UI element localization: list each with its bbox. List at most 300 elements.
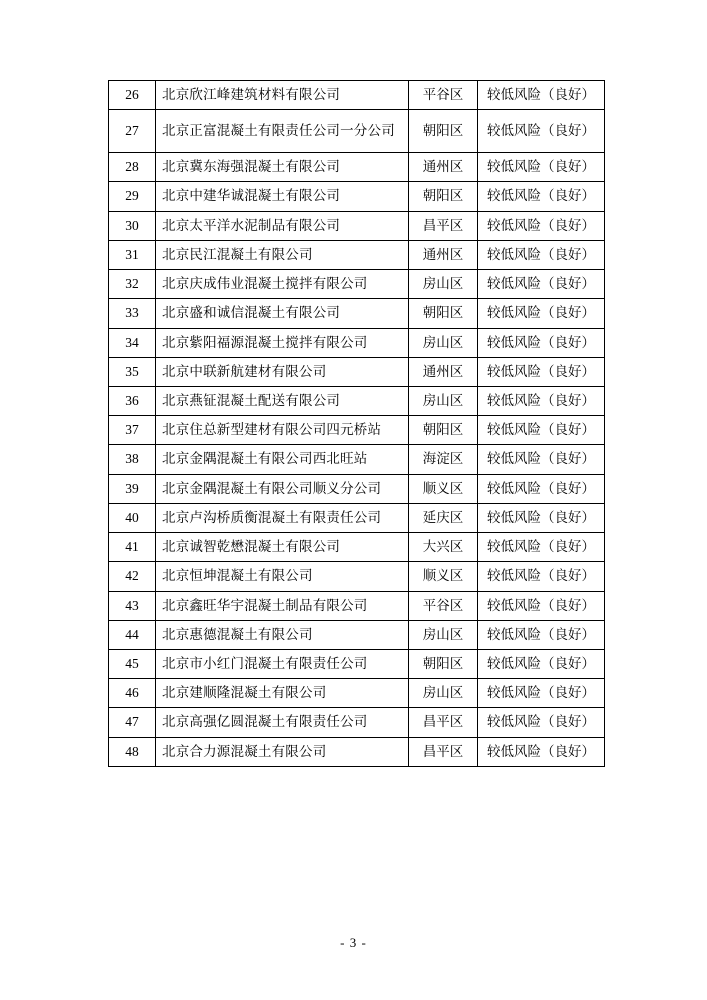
cell-district (409, 386, 478, 415)
cell-index (109, 591, 156, 620)
risk-level-text (478, 241, 604, 269)
enterprise-name-value: 北京民江混凝土有限公司 (162, 246, 313, 262)
cell-index (109, 110, 156, 153)
enterprise-name-value: 北京紫阳福源混凝土搅拌有限公司 (162, 334, 368, 350)
enterprise-name-text (156, 416, 408, 444)
index-value: 36 (125, 392, 139, 408)
enterprise-name-value: 北京正富混凝土有限责任公司一分公司 (162, 123, 395, 139)
district-text (409, 650, 477, 678)
index-value: 45 (125, 655, 139, 671)
cell-risk-level (478, 240, 605, 269)
risk-level-text (478, 533, 604, 561)
district-text (409, 533, 477, 561)
enterprise-name-text (156, 738, 408, 766)
enterprise-name-value: 北京建顺隆混凝土有限公司 (162, 685, 327, 701)
risk-level-value: 较低风险（良好） (487, 422, 595, 438)
district-value: 朝阳区 (422, 655, 464, 671)
cell-risk-level (478, 328, 605, 357)
district-text (409, 592, 477, 620)
cell-enterprise-name (156, 708, 409, 737)
cell-enterprise-name (156, 299, 409, 328)
index-value: 33 (125, 305, 139, 321)
risk-level-text (478, 110, 604, 152)
cell-enterprise-name (156, 649, 409, 678)
enterprise-name-value: 北京高强亿圆混凝土有限责任公司 (162, 714, 368, 730)
cell-index (109, 649, 156, 678)
district-value: 房山区 (422, 334, 464, 350)
enterprise-name-text (156, 679, 408, 707)
district-value: 海淀区 (422, 451, 464, 467)
table-row (109, 416, 605, 445)
index-text (109, 329, 155, 357)
district-text (409, 738, 477, 766)
index-value: 39 (125, 480, 139, 496)
enterprise-name-value: 北京庆成伟业混凝土搅拌有限公司 (162, 276, 368, 292)
cell-enterprise-name (156, 591, 409, 620)
cell-district (409, 533, 478, 562)
risk-level-value: 较低风险（良好） (487, 655, 595, 671)
district-text (409, 153, 477, 181)
district-value: 朝阳区 (422, 188, 464, 204)
risk-level-value: 较低风险（良好） (487, 685, 595, 701)
table-row (109, 737, 605, 766)
cell-risk-level (478, 211, 605, 240)
risk-level-value: 较低风险（良好） (487, 159, 595, 175)
cell-risk-level (478, 270, 605, 299)
cell-district (409, 679, 478, 708)
enterprise-name-text (156, 504, 408, 532)
district-value: 平谷区 (422, 87, 464, 102)
risk-level-text (478, 212, 604, 240)
enterprise-name-text (156, 299, 408, 327)
cell-enterprise-name (156, 386, 409, 415)
enterprise-name-text (156, 650, 408, 678)
table-row (109, 110, 605, 153)
enterprise-name-text (156, 81, 408, 109)
risk-level-value: 较低风险（良好） (487, 305, 595, 321)
index-text (109, 679, 155, 707)
index-text (109, 708, 155, 736)
index-text (109, 270, 155, 298)
district-value: 房山区 (422, 276, 464, 292)
cell-index (109, 270, 156, 299)
cell-district (409, 416, 478, 445)
risk-level-text (478, 329, 604, 357)
enterprise-name-value: 北京金隅混凝土有限公司顺义分公司 (162, 480, 382, 496)
enterprise-name-value: 北京太平洋水泥制品有限公司 (162, 217, 341, 233)
enterprise-name-text (156, 533, 408, 561)
cell-index (109, 708, 156, 737)
cell-index (109, 299, 156, 328)
district-text (409, 329, 477, 357)
index-value: 30 (125, 217, 139, 233)
district-value: 房山区 (422, 392, 464, 408)
cell-district (409, 328, 478, 357)
enterprise-name-text (156, 212, 408, 240)
risk-level-text (478, 416, 604, 444)
index-text (109, 212, 155, 240)
district-value: 延庆区 (422, 509, 464, 525)
table-row (109, 211, 605, 240)
cell-district (409, 153, 478, 182)
index-value: 48 (125, 743, 139, 759)
table-row (109, 328, 605, 357)
index-text (109, 153, 155, 181)
enterprise-name-value: 北京鑫旺华宇混凝土制品有限公司 (162, 597, 368, 613)
enterprise-name-text (156, 621, 408, 649)
district-text (409, 387, 477, 415)
index-value: 26 (125, 87, 139, 102)
cell-district (409, 211, 478, 240)
cell-index (109, 386, 156, 415)
cell-district (409, 737, 478, 766)
table-row (109, 591, 605, 620)
risk-level-value: 较低风险（良好） (487, 246, 595, 262)
index-value: 43 (125, 597, 139, 613)
cell-index (109, 153, 156, 182)
risk-level-value: 较低风险（良好） (487, 451, 595, 467)
index-value: 28 (125, 159, 139, 175)
cell-index (109, 737, 156, 766)
cell-enterprise-name (156, 562, 409, 591)
table-row (109, 299, 605, 328)
risk-level-value: 较低风险（良好） (487, 392, 595, 408)
cell-district (409, 270, 478, 299)
risk-level-text (478, 182, 604, 210)
district-text (409, 110, 477, 152)
index-text (109, 445, 155, 473)
cell-index (109, 474, 156, 503)
enterprise-name-value: 北京盛和诚信混凝土有限公司 (162, 305, 341, 321)
risk-level-value: 较低风险（良好） (487, 363, 595, 379)
district-text (409, 475, 477, 503)
risk-level-text (478, 650, 604, 678)
cell-district (409, 81, 478, 110)
index-value: 29 (125, 188, 139, 204)
index-value: 31 (125, 246, 139, 262)
cell-risk-level (478, 445, 605, 474)
table-row (109, 679, 605, 708)
cell-risk-level (478, 474, 605, 503)
cell-enterprise-name (156, 679, 409, 708)
cell-enterprise-name (156, 328, 409, 357)
cell-index (109, 562, 156, 591)
enterprise-name-value: 北京中联新航建材有限公司 (162, 363, 327, 379)
cell-index (109, 211, 156, 240)
district-text (409, 562, 477, 590)
district-value: 昌平区 (422, 714, 464, 730)
table-body (109, 81, 605, 767)
risk-level-value: 较低风险（良好） (487, 217, 595, 233)
cell-enterprise-name (156, 737, 409, 766)
district-value: 昌平区 (422, 743, 464, 759)
enterprise-name-text (156, 329, 408, 357)
risk-level-text (478, 387, 604, 415)
cell-district (409, 357, 478, 386)
table-row (109, 649, 605, 678)
enterprise-name-text (156, 475, 408, 503)
enterprise-name-text (156, 241, 408, 269)
risk-level-text (478, 621, 604, 649)
district-text (409, 708, 477, 736)
enterprise-name-text (156, 110, 408, 152)
district-value: 朝阳区 (422, 123, 464, 139)
cell-enterprise-name (156, 533, 409, 562)
cell-district (409, 649, 478, 678)
table-row (109, 240, 605, 269)
enterprise-name-value: 北京诚智乾懋混凝土有限公司 (162, 539, 341, 555)
risk-level-value: 较低风险（良好） (487, 539, 595, 555)
cell-district (409, 708, 478, 737)
cell-index (109, 679, 156, 708)
index-text (109, 81, 155, 109)
risk-level-value: 较低风险（良好） (487, 509, 595, 525)
cell-enterprise-name (156, 153, 409, 182)
district-value: 顺义区 (422, 568, 464, 584)
cell-index (109, 182, 156, 211)
index-text (109, 110, 155, 152)
cell-risk-level (478, 591, 605, 620)
risk-level-text (478, 299, 604, 327)
cell-enterprise-name (156, 110, 409, 153)
table-row (109, 620, 605, 649)
district-text (409, 241, 477, 269)
enterprise-name-value: 北京冀东海强混凝土有限公司 (162, 159, 341, 175)
cell-enterprise-name (156, 211, 409, 240)
table-row (109, 445, 605, 474)
enterprise-name-value: 北京合力源混凝土有限公司 (162, 743, 327, 759)
cell-index (109, 240, 156, 269)
district-text (409, 416, 477, 444)
table-row (109, 708, 605, 737)
district-value: 顺义区 (422, 480, 464, 496)
risk-level-value: 较低风险（良好） (487, 276, 595, 292)
cell-district (409, 620, 478, 649)
enterprise-name-value: 北京住总新型建材有限公司四元桥站 (162, 422, 382, 438)
cell-enterprise-name (156, 81, 409, 110)
index-value: 32 (125, 276, 139, 292)
cell-risk-level (478, 386, 605, 415)
cell-risk-level (478, 737, 605, 766)
index-text (109, 416, 155, 444)
district-value: 房山区 (422, 685, 464, 701)
cell-risk-level (478, 182, 605, 211)
index-value: 34 (125, 334, 139, 350)
index-value: 41 (125, 539, 139, 555)
cell-district (409, 591, 478, 620)
page-number: - 3 - (340, 935, 367, 950)
district-text (409, 299, 477, 327)
risk-level-text (478, 475, 604, 503)
cell-district (409, 445, 478, 474)
cell-risk-level (478, 620, 605, 649)
cell-district (409, 503, 478, 532)
cell-index (109, 503, 156, 532)
cell-risk-level (478, 81, 605, 110)
index-text (109, 358, 155, 386)
index-text (109, 592, 155, 620)
enterprise-name-text (156, 592, 408, 620)
cell-index (109, 81, 156, 110)
index-text (109, 299, 155, 327)
cell-index (109, 328, 156, 357)
risk-level-text (478, 592, 604, 620)
index-text (109, 475, 155, 503)
district-value: 房山区 (422, 626, 464, 642)
enterprise-name-text (156, 562, 408, 590)
risk-level-text (478, 153, 604, 181)
table-row (109, 503, 605, 532)
risk-level-text (478, 81, 604, 109)
cell-index (109, 533, 156, 562)
district-value: 大兴区 (422, 539, 464, 555)
index-text (109, 562, 155, 590)
risk-level-text (478, 738, 604, 766)
district-text (409, 81, 477, 109)
cell-index (109, 620, 156, 649)
district-text (409, 212, 477, 240)
risk-level-text (478, 270, 604, 298)
enterprise-name-text (156, 270, 408, 298)
cell-risk-level (478, 533, 605, 562)
index-text (109, 182, 155, 210)
cell-risk-level (478, 679, 605, 708)
risk-level-value: 较低风险（良好） (487, 568, 595, 584)
enterprise-name-text (156, 358, 408, 386)
index-text (109, 241, 155, 269)
cell-risk-level (478, 299, 605, 328)
risk-level-value: 较低风险（良好） (487, 123, 595, 139)
cell-risk-level (478, 416, 605, 445)
table-row (109, 270, 605, 299)
cell-district (409, 182, 478, 211)
district-text (409, 504, 477, 532)
cell-risk-level (478, 649, 605, 678)
risk-level-value: 较低风险（良好） (487, 334, 595, 350)
cell-enterprise-name (156, 416, 409, 445)
index-value: 42 (125, 568, 139, 584)
enterprise-name-value: 北京燕钲混凝土配送有限公司 (162, 392, 341, 408)
cell-risk-level (478, 708, 605, 737)
risk-level-text (478, 358, 604, 386)
risk-level-text (478, 679, 604, 707)
cell-risk-level (478, 153, 605, 182)
table-row (109, 562, 605, 591)
index-value: 37 (125, 422, 139, 438)
index-text (109, 387, 155, 415)
cell-district (409, 299, 478, 328)
index-value: 35 (125, 363, 139, 379)
index-value: 38 (125, 451, 139, 467)
cell-index (109, 357, 156, 386)
table-row (109, 533, 605, 562)
table-row (109, 474, 605, 503)
cell-enterprise-name (156, 240, 409, 269)
cell-district (409, 474, 478, 503)
index-value: 47 (125, 714, 139, 730)
cell-risk-level (478, 562, 605, 591)
risk-level-value: 较低风险（良好） (487, 87, 595, 102)
table-row (109, 386, 605, 415)
district-value: 昌平区 (422, 217, 464, 233)
district-value: 朝阳区 (422, 422, 464, 438)
index-value: 44 (125, 626, 139, 642)
enterprise-name-value: 北京金隅混凝土有限公司西北旺站 (162, 451, 368, 467)
index-text (109, 650, 155, 678)
enterprise-risk-table-wrapper (108, 80, 600, 767)
index-value: 27 (125, 123, 139, 139)
risk-level-value: 较低风险（良好） (487, 188, 595, 204)
enterprise-name-text (156, 445, 408, 473)
enterprise-name-value: 北京卢沟桥质衡混凝土有限责任公司 (162, 509, 382, 525)
cell-enterprise-name (156, 270, 409, 299)
risk-level-value: 较低风险（良好） (487, 480, 595, 496)
enterprise-name-value: 北京市小红门混凝土有限责任公司 (162, 655, 368, 671)
cell-risk-level (478, 503, 605, 532)
cell-index (109, 416, 156, 445)
district-text (409, 270, 477, 298)
enterprise-name-value: 北京欣江峰建筑材料有限公司 (162, 87, 341, 102)
enterprise-name-text (156, 153, 408, 181)
enterprise-name-value: 北京惠德混凝土有限公司 (162, 626, 313, 642)
district-text (409, 679, 477, 707)
index-text (109, 533, 155, 561)
cell-risk-level (478, 110, 605, 153)
district-value: 通州区 (422, 246, 464, 262)
risk-level-value: 较低风险（良好） (487, 714, 595, 730)
index-text (109, 621, 155, 649)
risk-level-text (478, 504, 604, 532)
cell-enterprise-name (156, 182, 409, 211)
risk-level-text (478, 708, 604, 736)
cell-enterprise-name (156, 620, 409, 649)
cell-index (109, 445, 156, 474)
district-text (409, 182, 477, 210)
enterprise-name-text (156, 387, 408, 415)
table-row (109, 81, 605, 110)
index-text (109, 504, 155, 532)
cell-risk-level (478, 357, 605, 386)
district-text (409, 445, 477, 473)
risk-level-value: 较低风险（良好） (487, 743, 595, 759)
cell-district (409, 240, 478, 269)
cell-district (409, 562, 478, 591)
risk-level-text (478, 445, 604, 473)
index-value: 46 (125, 685, 139, 701)
index-value: 40 (125, 509, 139, 525)
cell-enterprise-name (156, 445, 409, 474)
district-value: 通州区 (422, 159, 464, 175)
cell-enterprise-name (156, 474, 409, 503)
index-text (109, 738, 155, 766)
risk-level-text (478, 562, 604, 590)
table-row (109, 357, 605, 386)
district-value: 朝阳区 (422, 305, 464, 321)
risk-level-value: 较低风险（良好） (487, 597, 595, 613)
enterprise-name-text (156, 708, 408, 736)
table-row (109, 182, 605, 211)
enterprise-risk-table (108, 80, 605, 767)
cell-enterprise-name (156, 503, 409, 532)
district-text (409, 621, 477, 649)
district-value: 平谷区 (422, 597, 464, 613)
district-value: 通州区 (422, 363, 464, 379)
district-text (409, 358, 477, 386)
enterprise-name-value: 北京恒坤混凝土有限公司 (162, 568, 313, 584)
cell-enterprise-name (156, 357, 409, 386)
enterprise-name-value: 北京中建华诚混凝土有限公司 (162, 188, 341, 204)
enterprise-name-text (156, 182, 408, 210)
